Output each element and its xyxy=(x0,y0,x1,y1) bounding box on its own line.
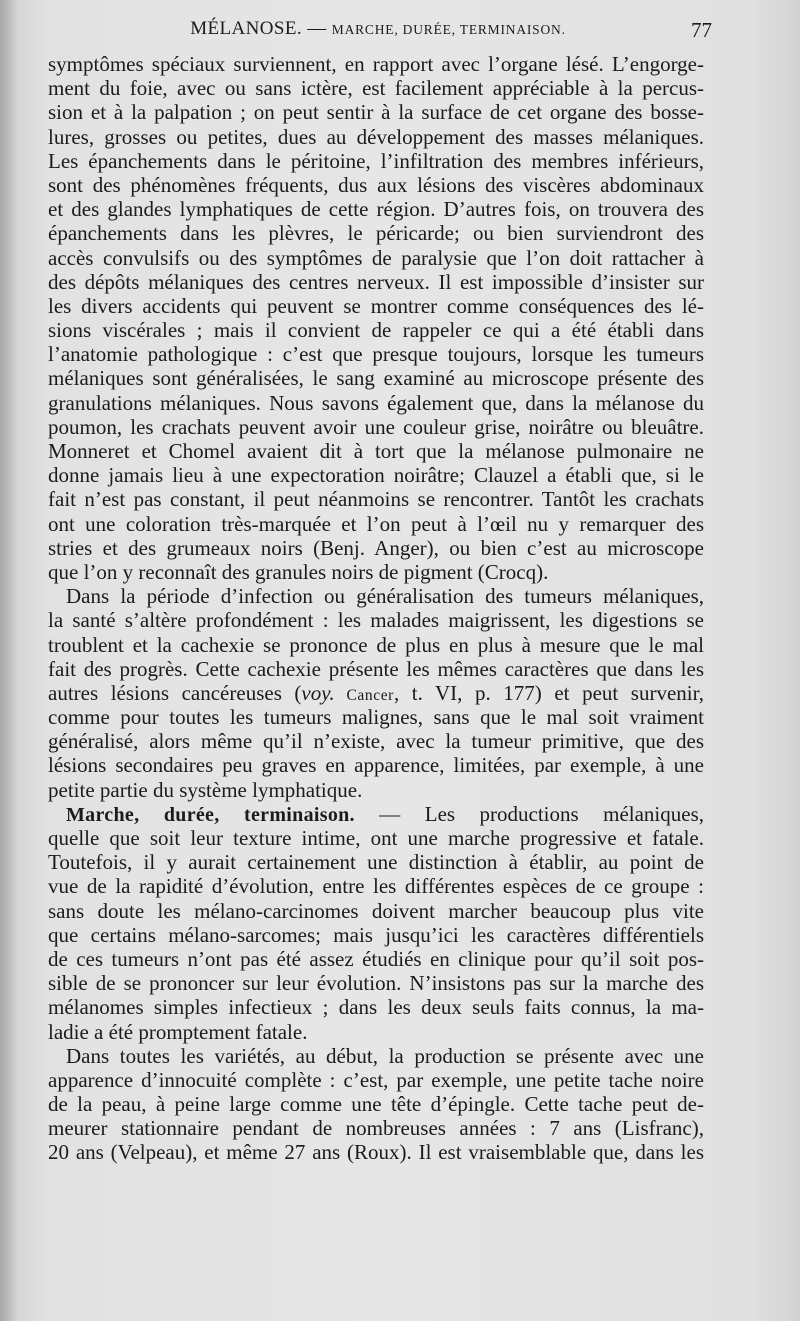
text-line: Toutefois, il y aurait certainement une distinction à établir, au point de xyxy=(48,850,704,875)
text-line: Monneret et Chomel avaient dit à tort que la mélanose pulmonaire ne xyxy=(48,439,704,463)
running-head-title xyxy=(48,18,708,40)
text-run: — Les productions mélaniques, xyxy=(354,801,704,826)
running-head xyxy=(48,14,712,44)
text-line: accès convulsifs ou des symptômes de paralysie que l’on doit rattacher à xyxy=(48,245,704,270)
binding-shadow xyxy=(0,0,18,1321)
text-line: les divers accidents qui peuvent se montrer comme conséquences des lé- xyxy=(48,293,704,318)
italic-run: voy. xyxy=(301,680,335,705)
text-line-with-reference xyxy=(48,681,704,705)
text-line: donne jamais lieu à une expectoration noirâtre; Clauzel a établi que, si le xyxy=(48,463,704,488)
section-heading-line xyxy=(48,802,704,826)
text-line: sont des phénomènes fréquents, dus aux lésions des viscères abdominaux xyxy=(48,172,704,197)
text-line: poumon, les crachats peuvent avoir une couleur grise, noirâtre ou bleuâtre. xyxy=(48,414,704,439)
text-line: lésions secondaires peu graves en apparence, limitées, par exemple, à une xyxy=(48,753,704,778)
page-number: 77 xyxy=(691,18,712,42)
text-line: lures, grosses ou petites, dues au développement des masses mélaniques. xyxy=(48,124,704,149)
paragraph-1 xyxy=(48,52,704,584)
text-line: que certains mélano-sarcomes; mais jusqu’ici les caractères différentiels xyxy=(48,922,704,947)
header-dash: — xyxy=(307,18,327,39)
section-title: MARCHE, DURÉE, TERMINAISON. xyxy=(331,22,566,37)
text-line: et des glandes lymphatiques de cette région. D’autres fois, on trouvera des xyxy=(48,197,704,222)
text-line: de la peau, à peine large comme une tête d’épingle. Cette tache peut de- xyxy=(48,1092,704,1117)
text-line: mélanomes simples infectieux ; dans les deux seuls faits connus, la ma- xyxy=(48,995,704,1020)
text-line: comme pour toutes les tumeurs malignes, sans que le mal soit vraiment xyxy=(48,705,704,730)
text-line: symptômes spéciaux surviennent, en rapport avec l’organe lésé. L’engorge- xyxy=(48,52,704,76)
small-caps-run: Cancer xyxy=(334,686,394,704)
text-line: des dépôts mélaniques des centres nerveux. Il est impossible d’insister sur xyxy=(48,269,704,294)
text-line: généralisé, alors même qu’il n’existe, avec la tumeur primitive, que des xyxy=(48,729,704,754)
text-line: quelle que soit leur texture intime, ont une marche progressive et fatale. xyxy=(48,826,704,850)
text-run: , t. VI, p. 177) et peut survenir, xyxy=(393,680,704,705)
text-line: apparence d’innocuité complète : c’est, par exemple, une petite tache noire xyxy=(48,1067,704,1092)
text-line: sans doute les mélano-carcinomes doivent marcher beaucoup plus vite xyxy=(48,898,704,923)
text-line: ont une coloration très-marquée et l’on peut à l’œil nu y remarquer des xyxy=(48,511,704,536)
text-line: que l’on y reconnaît des granules noirs de pigment (Crocq). xyxy=(48,559,549,584)
text-line: de ces tumeurs n’ont pas été assez étudiés en clinique pour qu’il soit pos- xyxy=(48,946,704,971)
text-line: Dans toutes les variétés, au début, la production se présente avec une xyxy=(66,1043,704,1068)
text-line: la santé s’altère profondément : les malades maigrissent, les digestions se xyxy=(48,608,704,633)
text-line: sions viscérales ; mais il convient de rappeler ce qui a été établi dans xyxy=(48,318,704,343)
text-line: ment du foie, avec ou sans ictère, est facilement appréciable à la percus- xyxy=(48,76,704,101)
text-line: stries et des grumeaux noirs (Benj. Anger), ou bien c’est au microscope xyxy=(48,535,704,560)
text-line: granulations mélaniques. Nous savons également que, dans la mélanose du xyxy=(48,390,704,415)
paragraph-2 xyxy=(48,584,704,802)
paragraph-4 xyxy=(48,1044,704,1165)
text-line: sion et à la palpation ; on peut sentir à la surface de cet organe des bosse- xyxy=(48,100,704,125)
text-line: épanchements dans les plèvres, le péricarde; ou bien surviendront des xyxy=(48,221,704,246)
text-line: 20 ans (Velpeau), et même 27 ans (Roux). Il est vraisemblable que, dans les xyxy=(48,1140,704,1165)
section-heading: Marche, durée, terminaison. xyxy=(66,803,355,826)
text-line: sible de se prononcer sur leur évolution. N’insistons pas sur la marche des xyxy=(48,971,704,996)
chapter-title: MÉLANOSE. xyxy=(190,18,303,39)
text-line: Les épanchements dans le péritoine, l’infiltration des membres inférieurs, xyxy=(48,148,704,173)
text-line: meurer stationnaire pendant de nombreuses années : 7 ans (Lisfranc), xyxy=(48,1116,704,1141)
text-line: ladie a été promptement fatale. xyxy=(48,1019,308,1044)
text-line: troublent et la cachexie se prononce de plus en plus à mesure que le mal xyxy=(48,632,704,657)
text-line: Dans la période d’infection ou généralisation des tumeurs mélaniques, xyxy=(66,584,704,609)
body-text xyxy=(48,52,704,1165)
text-line: l’anatomie pathologique : c’est que presque toujours, lorsque les tumeurs xyxy=(48,342,704,367)
text-run: autres lésions cancéreuses ( xyxy=(48,680,302,705)
text-line: vue de la rapidité d’évolution, entre les différentes espèces de ce groupe : xyxy=(48,874,704,899)
paragraph-3 xyxy=(48,802,704,1044)
text-line: fait des progrès. Cette cachexie présente les mêmes caractères que dans les xyxy=(48,656,704,681)
text-line: petite partie du système lymphatique. xyxy=(48,777,363,802)
text-line: fait n’est pas constant, il peut néanmoins se rencontrer. Tantôt les crachats xyxy=(48,487,704,512)
text-line: mélaniques sont généralisées, le sang examiné au microscope présente des xyxy=(48,366,704,391)
